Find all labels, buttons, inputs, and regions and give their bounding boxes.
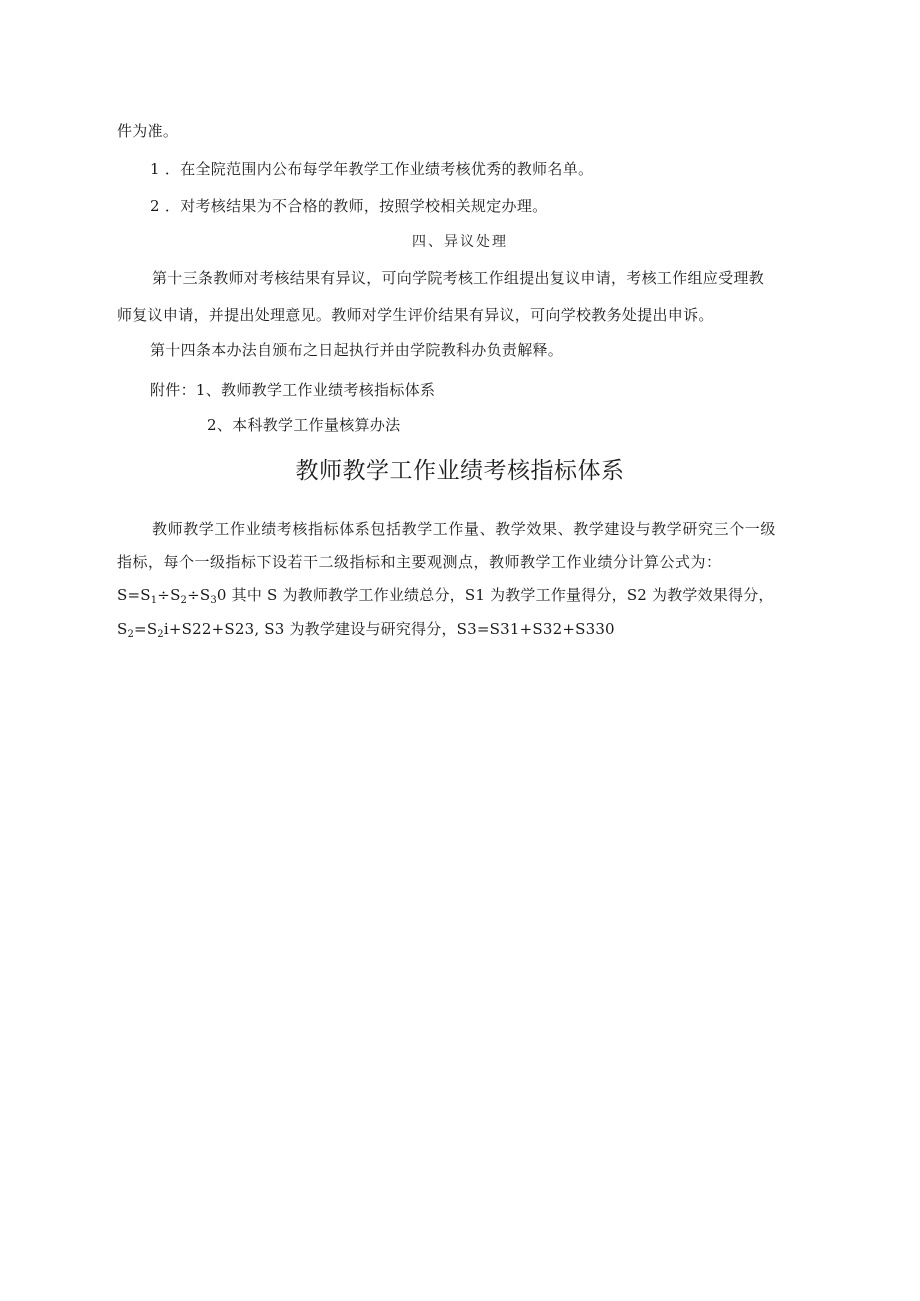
paragraph-line-1: 教师教学工作业绩考核指标体系包括教学工作量、教学效果、教学建设与教学研究三个一级 (152, 520, 777, 538)
paragraph-line-4-formula (117, 619, 615, 645)
formula-text: i+S22+S23, S3 为教学建设与研究得分，S3=S31+S32+S330 (163, 620, 615, 638)
formula-text: ÷S (157, 586, 181, 604)
subscript: 3 (210, 595, 217, 606)
document-title: 教师教学工作业绩考核指标体系 (295, 458, 625, 484)
section-heading: 四、异议处理 (412, 234, 508, 250)
formula-text: ÷S (187, 586, 211, 604)
attachment-2: 2、本科教学工作量核算办法 (207, 416, 401, 434)
formula-text: S (117, 620, 128, 638)
attachment-1: 附件：1、教师教学工作业绩考核指标体系 (150, 381, 436, 399)
list-item-1: 1 ．在全院范围内公布每学年教学工作业绩考核优秀的教师名单。 (150, 160, 594, 178)
formula-text: 0 其中 S 为教师教学工作业绩总分，S1 为教学工作量得分，S2 为教学效果得分， (216, 586, 774, 604)
subscript: 1 (150, 595, 158, 606)
paragraph-line-2: 指标，每个一级指标下设若干二级指标和主要观测点，教师教学工作业绩分计算公式为： (117, 553, 722, 571)
paragraph-line-3-formula (117, 585, 774, 611)
subscript: 2 (180, 595, 188, 606)
article-13-line-2: 师复议申请，并提出处理意见。教师对学生评价结果有异议，可向学校教务处提出申诉。 (117, 306, 714, 324)
formula-text: =S (134, 620, 158, 638)
subscript: 2 (127, 629, 135, 640)
formula-text: S=S (117, 586, 151, 604)
subscript: 2 (157, 629, 164, 640)
text-line-continuation: 件为准。 (117, 122, 179, 140)
article-13-line-1: 第十三条教师对考核结果有异议，可向学院考核工作组提出复议申请，考核工作组应受理教 (152, 269, 765, 287)
article-14: 第十四条本办法自颁布之日起执行并由学院教科办负责解释。 (150, 341, 564, 359)
list-item-2: 2 ．对考核结果为不合格的教师，按照学校相关规定办理。 (150, 197, 548, 215)
